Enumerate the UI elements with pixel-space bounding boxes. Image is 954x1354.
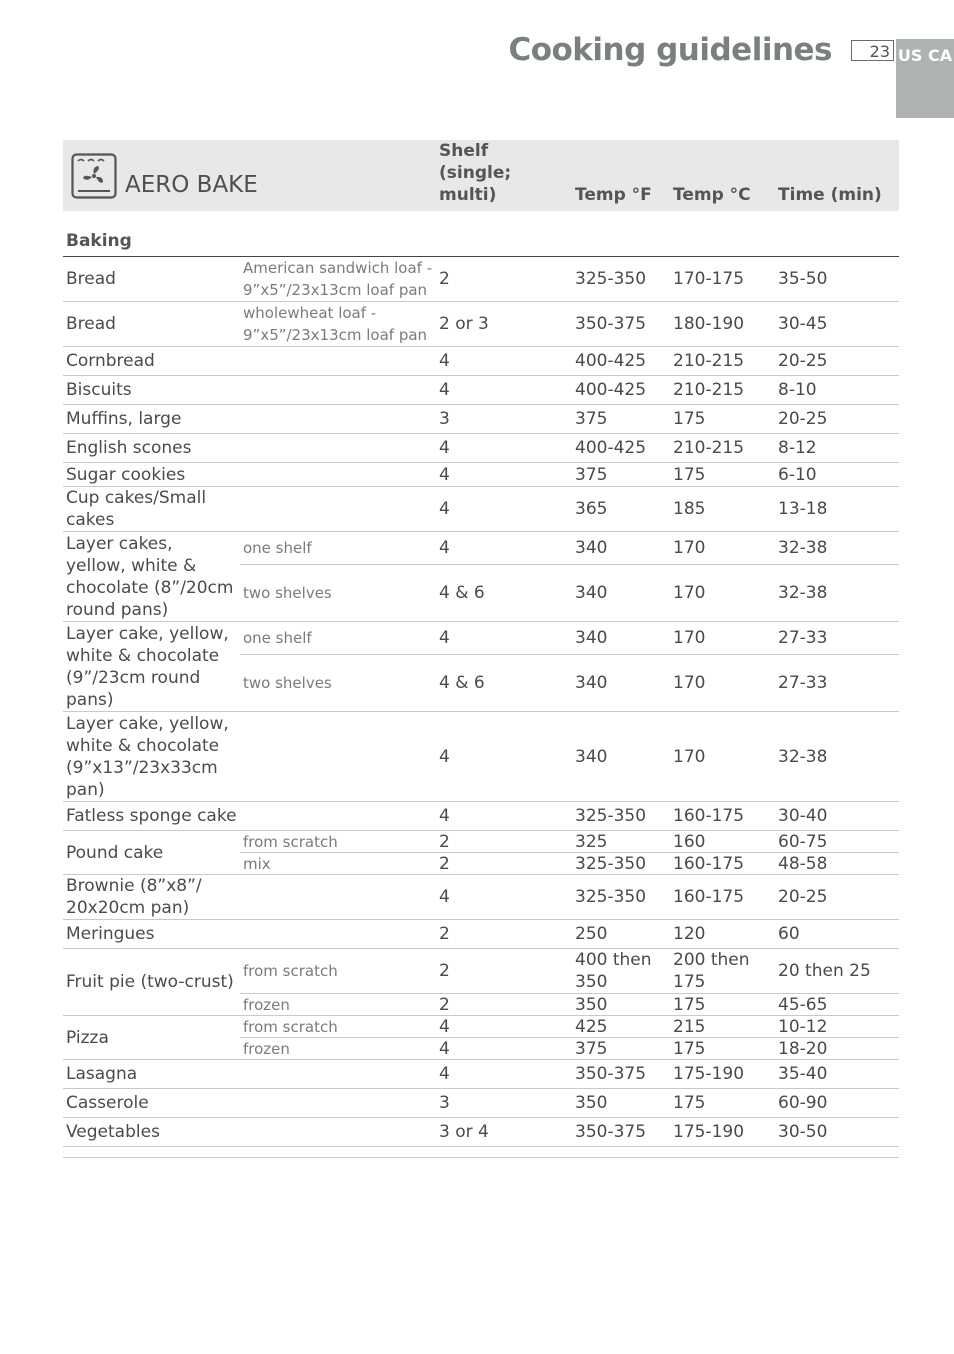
temp-c-cell: 210-215 — [670, 434, 775, 463]
time-cell: 27-33 — [775, 655, 899, 712]
temp-f-cell: 350-375 — [572, 1060, 670, 1089]
time-cell: 13-18 — [775, 487, 899, 532]
temp-f-cell: 375 — [572, 1038, 670, 1060]
time-cell: 10-12 — [775, 1016, 899, 1038]
time-cell: 8-10 — [775, 376, 899, 405]
shelf-cell: 3 — [436, 1089, 572, 1118]
shelf-cell: 4 — [436, 875, 572, 920]
time-cell: 30-50 — [775, 1118, 899, 1147]
temp-c-cell: 175 — [670, 405, 775, 434]
time-cell: 60 — [775, 920, 899, 949]
shelf-cell: 4 — [436, 622, 572, 655]
temp-c-cell: 160-175 — [670, 802, 775, 831]
shelf-cell: 4 & 6 — [436, 655, 572, 712]
time-cell: 27-33 — [775, 622, 899, 655]
food-cell: Lasagna — [63, 1060, 240, 1089]
shelf-cell: 2 — [436, 831, 572, 853]
temp-c-cell: 175 — [670, 463, 775, 487]
temp-c-cell: 175-190 — [670, 1060, 775, 1089]
variant-cell: from scratch — [240, 831, 436, 853]
shelf-cell: 3 — [436, 405, 572, 434]
shelf-cell: 4 — [436, 532, 572, 565]
temp-f-cell: 325-350 — [572, 853, 670, 875]
temp-c-cell: 185 — [670, 487, 775, 532]
variant-cell — [240, 1060, 436, 1089]
variant-cell: American sandwich loaf - 9”x5”/23x13cm loaf pan — [240, 257, 436, 302]
temp-f-cell: 350 — [572, 1089, 670, 1118]
shelf-cell: 2 — [436, 994, 572, 1016]
cooking-guidelines-table-wrap — [63, 140, 899, 1147]
shelf-cell: 4 — [436, 347, 572, 376]
table-row — [63, 920, 899, 949]
shelf-cell: 4 — [436, 1016, 572, 1038]
table-header-row — [63, 140, 899, 211]
variant-cell: from scratch — [240, 1016, 436, 1038]
shelf-cell: 2 — [436, 257, 572, 302]
table-row — [63, 463, 899, 487]
table-row — [63, 712, 899, 802]
temp-f-cell: 325-350 — [572, 802, 670, 831]
temp-f-cell: 340 — [572, 655, 670, 712]
temp-f-cell: 325-350 — [572, 875, 670, 920]
temp-f-cell: 325 — [572, 831, 670, 853]
shelf-cell: 4 — [436, 712, 572, 802]
table-row — [63, 949, 899, 994]
page-title: Cooking guidelines — [508, 32, 832, 68]
cooking-guidelines-table — [63, 140, 899, 1147]
table-row — [63, 487, 899, 532]
food-cell: Biscuits — [63, 376, 240, 405]
temp-f-cell: 375 — [572, 405, 670, 434]
table-row — [63, 802, 899, 831]
variant-cell: mix — [240, 853, 436, 875]
temp-f-cell: 400-425 — [572, 376, 670, 405]
temp-f-cell: 350-375 — [572, 302, 670, 347]
table-row — [63, 1060, 899, 1089]
food-cell: Brownie (8”x8”/ 20x20cm pan) — [63, 875, 240, 920]
temp-c-cell: 175-190 — [670, 1118, 775, 1147]
table-row — [63, 257, 899, 302]
shelf-cell: 4 — [436, 802, 572, 831]
temp-f-cell: 340 — [572, 532, 670, 565]
temp-f-cell: 350-375 — [572, 1118, 670, 1147]
variant-cell: two shelves — [240, 655, 436, 712]
temp-f-cell: 375 — [572, 463, 670, 487]
variant-cell — [240, 1089, 436, 1118]
section-row — [63, 211, 899, 257]
variant-cell — [240, 920, 436, 949]
shelf-cell: 4 — [436, 1038, 572, 1060]
time-cell: 20 then 25 — [775, 949, 899, 994]
temp-c-cell: 180-190 — [670, 302, 775, 347]
temp-c-cell: 170 — [670, 712, 775, 802]
food-cell: Sugar cookies — [63, 463, 240, 487]
table-row — [63, 1118, 899, 1147]
variant-cell: frozen — [240, 1038, 436, 1060]
shelf-cell: 2 — [436, 920, 572, 949]
food-cell: Muffins, large — [63, 405, 240, 434]
temp-f-cell: 365 — [572, 487, 670, 532]
table-row — [63, 376, 899, 405]
time-cell: 20-25 — [775, 405, 899, 434]
temp-c-cell: 120 — [670, 920, 775, 949]
time-cell: 35-50 — [775, 257, 899, 302]
temp-c-cell: 170 — [670, 565, 775, 622]
table-row — [63, 302, 899, 347]
time-cell: 60-90 — [775, 1089, 899, 1118]
temp-c-cell: 210-215 — [670, 347, 775, 376]
temp-f-cell: 325-350 — [572, 257, 670, 302]
shelf-cell: 4 — [436, 376, 572, 405]
variant-cell — [240, 802, 436, 831]
temp-c-cell: 175 — [670, 1038, 775, 1060]
time-cell: 6-10 — [775, 463, 899, 487]
time-cell: 32-38 — [775, 565, 899, 622]
table-row — [63, 875, 899, 920]
time-cell: 35-40 — [775, 1060, 899, 1089]
temp-c-cell: 210-215 — [670, 376, 775, 405]
shelf-cell: 4 & 6 — [436, 565, 572, 622]
food-cell: Meringues — [63, 920, 240, 949]
variant-cell: one shelf — [240, 622, 436, 655]
time-cell: 32-38 — [775, 532, 899, 565]
temp-f-cell: 425 — [572, 1016, 670, 1038]
temp-f-column-header: Temp °F — [575, 185, 652, 205]
time-cell: 48-58 — [775, 853, 899, 875]
table-row — [63, 405, 899, 434]
shelf-cell: 2 — [436, 949, 572, 994]
temp-c-cell: 175 — [670, 994, 775, 1016]
aero-bake-fan-icon — [71, 153, 117, 199]
time-cell: 32-38 — [775, 712, 899, 802]
food-cell: Pound cake — [63, 831, 240, 875]
table-row — [63, 532, 899, 565]
table-row — [63, 1016, 899, 1038]
temp-c-cell: 170-175 — [670, 257, 775, 302]
food-cell: Layer cake, yellow, white & chocolate (9”x13”/23x33cm pan) — [63, 712, 240, 802]
time-cell: 60-75 — [775, 831, 899, 853]
shelf-cell: 2 — [436, 853, 572, 875]
temp-f-cell: 250 — [572, 920, 670, 949]
variant-cell — [240, 1118, 436, 1147]
food-cell: Cup cakes/Small cakes — [63, 487, 240, 532]
function-label: AERO BAKE — [125, 171, 258, 198]
time-cell: 20-25 — [775, 347, 899, 376]
food-cell: Cornbread — [63, 347, 240, 376]
temp-f-cell: 340 — [572, 712, 670, 802]
function-header — [63, 140, 436, 211]
table-row — [63, 622, 899, 655]
food-cell: Pizza — [63, 1016, 240, 1060]
shelf-column-header — [436, 140, 572, 211]
variant-cell — [240, 376, 436, 405]
shelf-cell: 4 — [436, 1060, 572, 1089]
temp-f-cell: 400-425 — [572, 434, 670, 463]
food-cell: Vegetables — [63, 1118, 240, 1147]
variant-cell: wholewheat loaf - 9”x5”/23x13cm loaf pan — [240, 302, 436, 347]
food-cell: English scones — [63, 434, 240, 463]
time-cell: 30-45 — [775, 302, 899, 347]
time-cell: 8-12 — [775, 434, 899, 463]
time-cell: 30-40 — [775, 802, 899, 831]
table-row — [63, 347, 899, 376]
food-cell: Layer cakes, yellow, white & chocolate (8”/20cm round pans) — [63, 532, 240, 622]
page-number: 23 — [851, 40, 894, 61]
variant-cell: from scratch — [240, 949, 436, 994]
food-cell: Bread — [63, 257, 240, 302]
temp-c-cell: 160-175 — [670, 875, 775, 920]
food-cell: Bread — [63, 302, 240, 347]
temp-c-cell: 175 — [670, 1089, 775, 1118]
food-cell: Casserole — [63, 1089, 240, 1118]
variant-cell: two shelves — [240, 565, 436, 622]
shelf-cell: 4 — [436, 487, 572, 532]
variant-cell — [240, 434, 436, 463]
table-row — [63, 434, 899, 463]
shelf-cell: 3 or 4 — [436, 1118, 572, 1147]
variant-cell — [240, 347, 436, 376]
temp-c-cell: 170 — [670, 532, 775, 565]
variant-cell: frozen — [240, 994, 436, 1016]
temp-c-cell: 170 — [670, 655, 775, 712]
food-cell: Fruit pie (two-crust) — [63, 949, 240, 1016]
temp-f-cell: 400-425 — [572, 347, 670, 376]
variant-cell — [240, 875, 436, 920]
temp-f-cell: 340 — [572, 622, 670, 655]
time-cell: 20-25 — [775, 875, 899, 920]
table-row — [63, 831, 899, 853]
time-cell: 45-65 — [775, 994, 899, 1016]
shelf-header-line1: Shelf — [439, 141, 489, 161]
shelf-cell: 4 — [436, 434, 572, 463]
food-cell: Layer cake, yellow, white & chocolate (9”/23cm round pans) — [63, 622, 240, 712]
time-cell: 18-20 — [775, 1038, 899, 1060]
temp-c-cell: 200 then 175 — [670, 949, 775, 994]
temp-c-column-header: Temp °C — [673, 185, 751, 205]
variant-cell — [240, 405, 436, 434]
time-column-header: Time (min) — [778, 185, 882, 205]
temp-c-cell: 160-175 — [670, 853, 775, 875]
temp-f-cell: 400 then 350 — [572, 949, 670, 994]
region-tab: US CA — [896, 39, 954, 118]
temp-c-cell: 215 — [670, 1016, 775, 1038]
variant-cell — [240, 463, 436, 487]
temp-c-cell: 170 — [670, 622, 775, 655]
section-label: Baking — [63, 211, 899, 257]
temp-f-cell: 350 — [572, 994, 670, 1016]
variant-cell — [240, 712, 436, 802]
temp-c-cell: 160 — [670, 831, 775, 853]
table-row — [63, 1089, 899, 1118]
shelf-cell: 2 or 3 — [436, 302, 572, 347]
shelf-header-line2: (single; multi) — [439, 163, 512, 205]
shelf-cell: 4 — [436, 463, 572, 487]
food-cell: Fatless sponge cake — [63, 802, 240, 831]
table-end-divider — [63, 1157, 899, 1158]
variant-cell — [240, 487, 436, 532]
temp-f-cell: 340 — [572, 565, 670, 622]
variant-cell: one shelf — [240, 532, 436, 565]
